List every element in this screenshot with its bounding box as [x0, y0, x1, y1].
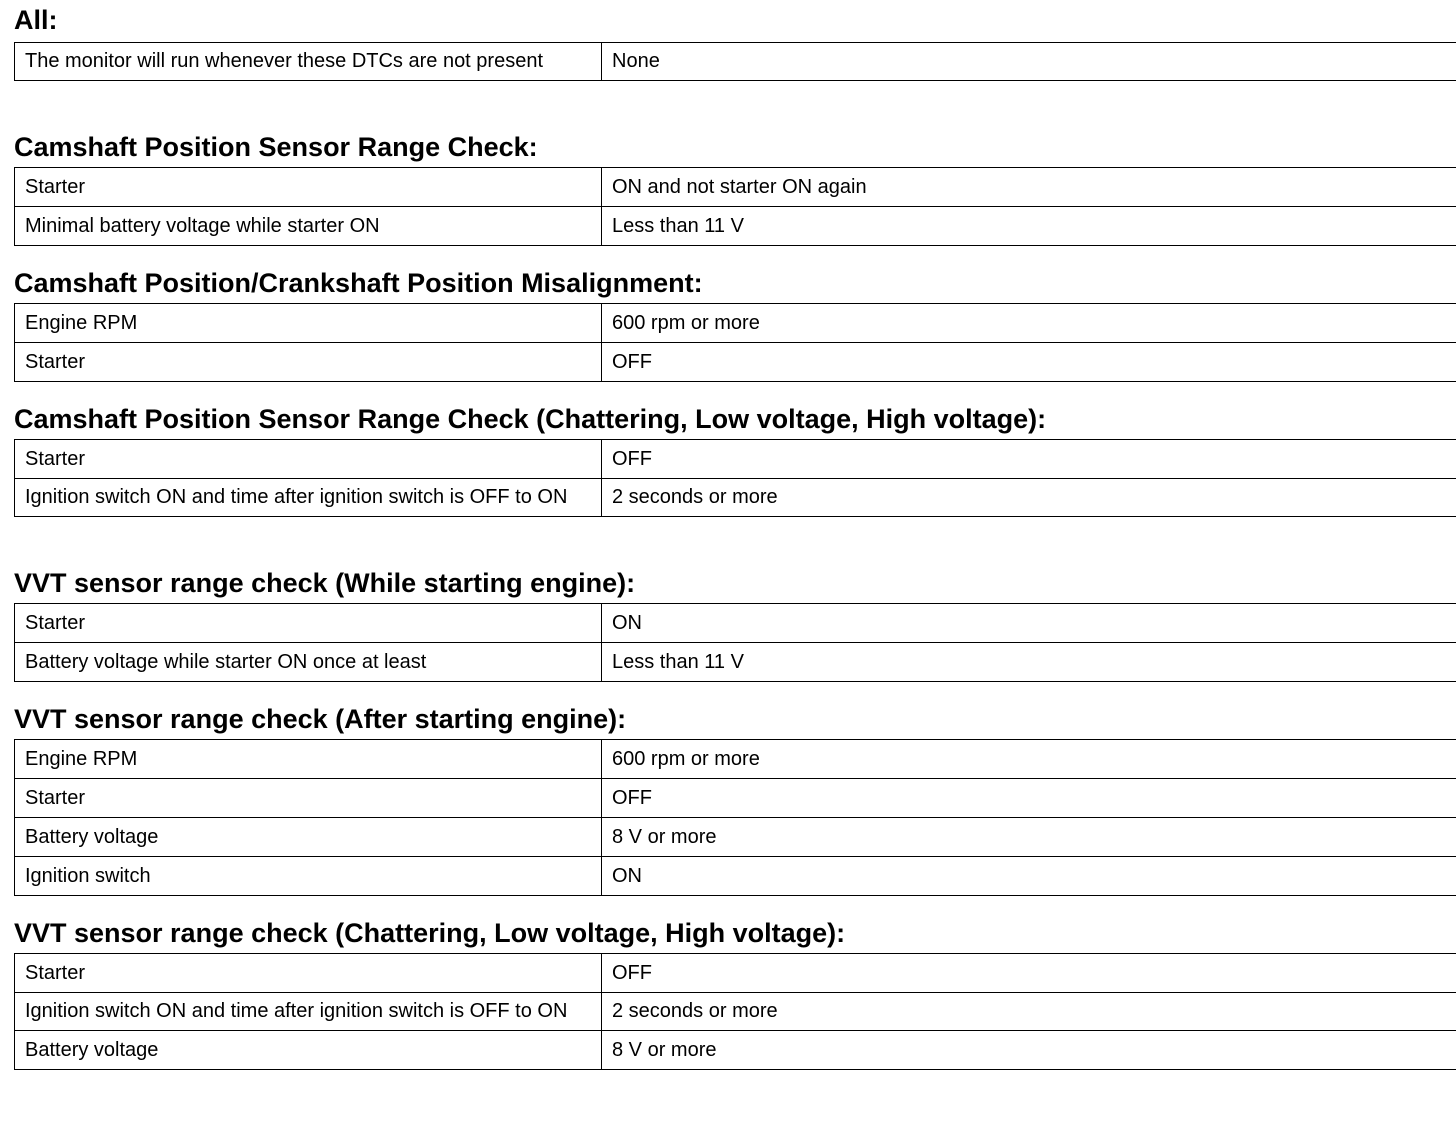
condition-cell: Starter [15, 604, 602, 643]
value-cell: OFF [602, 779, 1456, 818]
table-row [15, 643, 1456, 682]
value-cell: ON [602, 857, 1456, 896]
value-cell: OFF [602, 440, 1456, 479]
section-heading-vvt-chattering: VVT sensor range check (Chattering, Low voltage, High voltage): [14, 918, 846, 948]
table-row [15, 857, 1456, 896]
conditions-table-all [14, 42, 1456, 81]
condition-cell: Starter [15, 440, 602, 479]
table-row [15, 993, 1456, 1031]
section-heading-vvt-after-starting: VVT sensor range check (After starting engine): [14, 704, 627, 734]
table-row [15, 207, 1456, 246]
conditions-table-cmp-range-check [14, 167, 1456, 246]
value-cell: 600 rpm or more [602, 740, 1456, 779]
value-cell: None [602, 43, 1456, 81]
conditions-table-vvt-while-starting [14, 603, 1456, 682]
condition-cell: Battery voltage while starter ON once at least [15, 643, 602, 682]
condition-cell: Starter [15, 343, 602, 382]
value-cell: OFF [602, 343, 1456, 382]
condition-cell: The monitor will run whenever these DTCs are not present [15, 43, 602, 81]
section-heading-vvt-while-starting: VVT sensor range check (While starting engine): [14, 568, 636, 598]
table-row [15, 779, 1456, 818]
value-cell: 2 seconds or more [602, 993, 1456, 1031]
conditions-table-cmp-chattering [14, 439, 1456, 517]
section-heading-cmp-chattering: Camshaft Position Sensor Range Check (Chattering, Low voltage, High voltage): [14, 404, 1047, 434]
condition-cell: Starter [15, 168, 602, 207]
table-row [15, 168, 1456, 207]
condition-cell: Starter [15, 779, 602, 818]
table-row [15, 43, 1456, 81]
value-cell: Less than 11 V [602, 643, 1456, 682]
conditions-table-cmp-ckp-misalignment [14, 303, 1456, 382]
value-cell: ON and not starter ON again [602, 168, 1456, 207]
value-cell: 600 rpm or more [602, 304, 1456, 343]
condition-cell: Minimal battery voltage while starter ON [15, 207, 602, 246]
table-row [15, 479, 1456, 517]
value-cell: 8 V or more [602, 1031, 1456, 1070]
value-cell: OFF [602, 954, 1456, 993]
value-cell: Less than 11 V [602, 207, 1456, 246]
condition-cell: Ignition switch ON and time after ignition switch is OFF to ON [15, 993, 602, 1031]
value-cell: 2 seconds or more [602, 479, 1456, 517]
value-cell: ON [602, 604, 1456, 643]
condition-cell: Ignition switch ON and time after ignition switch is OFF to ON [15, 479, 602, 517]
table-row [15, 604, 1456, 643]
condition-cell: Engine RPM [15, 740, 602, 779]
table-row [15, 304, 1456, 343]
conditions-table-vvt-after-starting [14, 739, 1456, 896]
table-row [15, 1031, 1456, 1070]
condition-cell: Battery voltage [15, 1031, 602, 1070]
conditions-table-vvt-chattering [14, 953, 1456, 1070]
condition-cell: Ignition switch [15, 857, 602, 896]
table-row [15, 343, 1456, 382]
table-row [15, 440, 1456, 479]
condition-cell: Engine RPM [15, 304, 602, 343]
table-row [15, 818, 1456, 857]
condition-cell: Battery voltage [15, 818, 602, 857]
value-cell: 8 V or more [602, 818, 1456, 857]
condition-cell: Starter [15, 954, 602, 993]
section-heading-cmp-ckp-misalignment: Camshaft Position/Crankshaft Position Misalignment: [14, 268, 703, 298]
table-row [15, 740, 1456, 779]
section-heading-all: All: [14, 5, 58, 35]
section-heading-cmp-range-check: Camshaft Position Sensor Range Check: [14, 132, 538, 162]
table-row [15, 954, 1456, 993]
